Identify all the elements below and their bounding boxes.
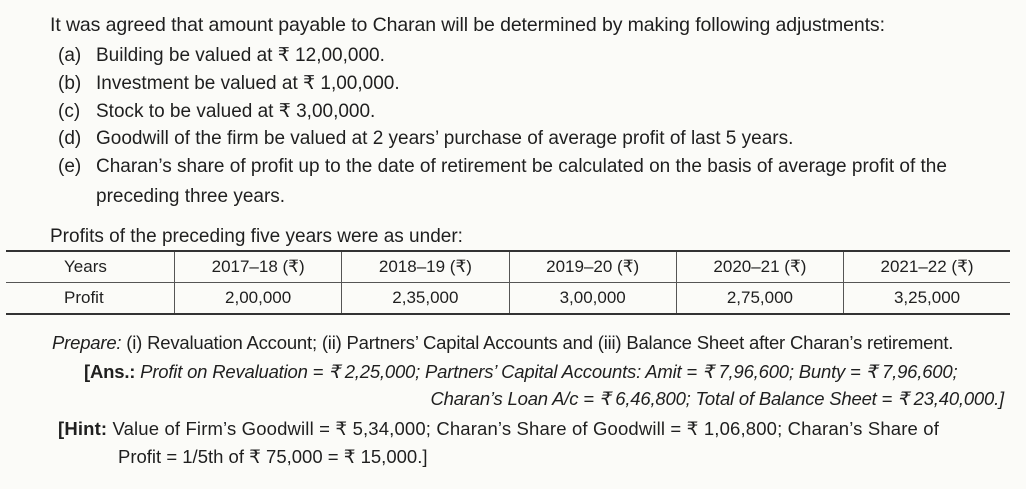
adjustment-e-continuation: preceding three years.	[96, 186, 286, 207]
adjustment-item-d	[58, 128, 793, 150]
header-cell-years: Years	[6, 251, 175, 283]
adjustment-text: Stock to be valued at ₹ 3,00,000.	[96, 101, 376, 122]
answer-text-1: Profit on Revaluation = ₹ 2,25,000; Partners’ Capital Accounts: Amit = ₹ 7,96,600; Bunty = ₹ 7,96,600;	[135, 361, 958, 382]
hint-text-1: Value of Firm’s Goodwill = ₹ 5,34,000; Charan’s Share of Goodwill = ₹ 1,06,800; Charan’s Share of	[107, 418, 939, 439]
adjustment-label: (d)	[58, 128, 82, 149]
profit-cell-2021-22: 3,25,000	[844, 283, 1010, 315]
hint-label: Hint:	[64, 418, 108, 439]
profit-cell-2017-18: 2,00,000	[175, 283, 342, 315]
adjustment-item-e	[58, 156, 947, 178]
adjustment-label: (c)	[58, 101, 81, 122]
prepare-text: (i) Revaluation Account; (ii) Partners’ Capital Accounts and (iii) Balance Sheet after Charan’s retirement.	[121, 332, 954, 353]
prepare-instruction	[52, 332, 953, 354]
hint-bracket: [	[58, 418, 65, 439]
profits-table	[6, 250, 1010, 315]
hint-line-1	[58, 418, 939, 440]
adjustment-label: (e)	[58, 156, 82, 177]
answer-label: Ans.:	[89, 361, 136, 382]
header-cell-2019-20: 2019–20 (₹)	[509, 251, 676, 283]
answer-bracket: [	[84, 361, 90, 382]
intro-paragraph: It was agreed that amount payable to Charan will be determined by making following adjustments:	[50, 14, 885, 36]
header-cell-2020-21: 2020–21 (₹)	[676, 251, 843, 283]
table-caption: Profits of the preceding five years were as under:	[50, 226, 463, 247]
table-row-profit	[6, 283, 1010, 315]
adjustment-text: Goodwill of the firm be valued at 2 years’ purchase of average profit of last 5 years.	[96, 128, 794, 149]
header-cell-2021-22: 2021–22 (₹)	[844, 251, 1010, 283]
answer-line-1	[84, 361, 957, 383]
adjustment-item-c	[58, 100, 375, 123]
adjustment-label: (a)	[58, 45, 82, 66]
adjustment-text: Charan’s share of profit up to the date of retirement be calculated on the basis of average profit of the	[96, 156, 947, 177]
adjustment-label: (b)	[58, 73, 82, 94]
header-cell-2018-19: 2018–19 (₹)	[342, 251, 509, 283]
profit-cell-2019-20: 3,00,000	[509, 283, 676, 315]
header-cell-2017-18: 2017–18 (₹)	[175, 251, 342, 283]
adjustment-item-b	[58, 72, 400, 95]
profit-cell-2018-19: 2,35,000	[342, 283, 509, 315]
adjustment-item-a	[58, 44, 385, 67]
adjustment-text: Building be valued at ₹ 12,00,000.	[96, 45, 385, 66]
prepare-label: Prepare:	[52, 332, 122, 353]
profit-cell-2020-21: 2,75,000	[676, 283, 843, 315]
table-header-row	[6, 251, 1010, 283]
row-label-profit: Profit	[6, 283, 175, 315]
adjustment-text: Investment be valued at ₹ 1,00,000.	[96, 73, 400, 94]
answer-line-2: Charan’s Loan A/c = ₹ 6,46,800; Total of Balance Sheet = ₹ 23,40,000.]	[430, 388, 1004, 409]
hint-line-2: Profit = 1/5th of ₹ 75,000 = ₹ 15,000.]	[118, 446, 428, 467]
